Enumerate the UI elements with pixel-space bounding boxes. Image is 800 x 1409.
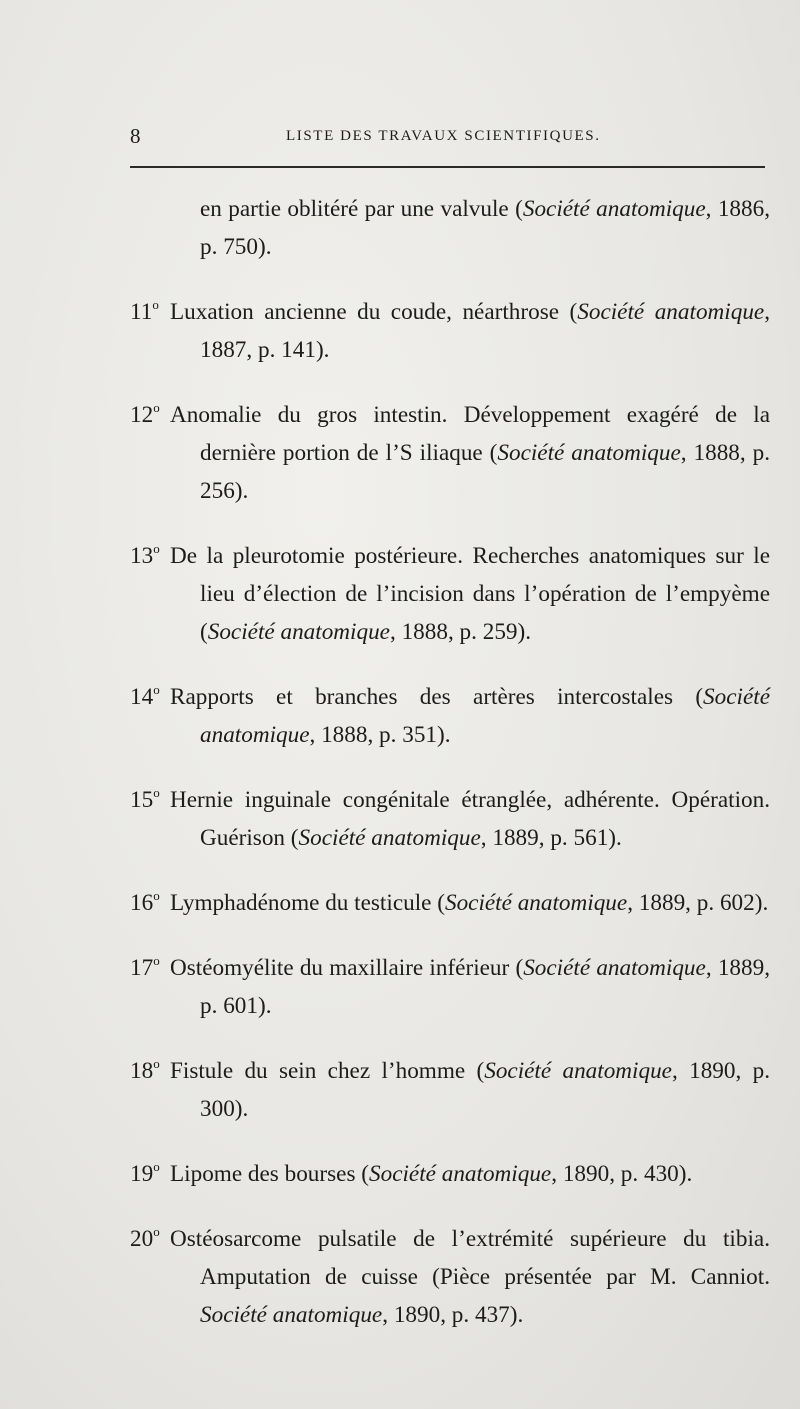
entry-source: Société anatomique — [484, 1058, 672, 1084]
entry-citation: , 1888, p. 256). — [200, 440, 770, 504]
entry-number: 16$^o$ — [130, 888, 160, 916]
entry-citation: , 1887, p. 141). — [200, 299, 770, 363]
entry-citation: , 1890, p. 437). — [382, 1302, 524, 1328]
running-title: LISTE DES TRAVAUX SCIENTIFIQUES. — [286, 128, 601, 144]
entry-18 — [130, 1045, 770, 1128]
entry-source: Société anatomique — [523, 955, 706, 981]
entry-number: 14$^o$ — [130, 682, 160, 710]
entry-list — [130, 190, 770, 1354]
entry-number: 13$^o$ — [130, 541, 160, 569]
entry-continuation — [130, 190, 770, 266]
entry-citation: , 1889, p. 561). — [480, 825, 622, 851]
entry-source: Société anatomique — [200, 684, 770, 748]
entry-citation: , 1889, p. 601). — [200, 955, 770, 1019]
entry-text: Hernie inguinale congénitale étranglée, adhérente. Opération. Guérison ( — [170, 787, 770, 851]
entry-11 — [130, 286, 770, 369]
entry-source: Société anatomique — [577, 299, 765, 325]
entry-text: Lymphadénome du testicule ( — [170, 890, 445, 916]
entry-citation: , 1890, p. 430). — [551, 1161, 693, 1187]
entry-text: Luxation ancienne du coude, néarthrose ( — [170, 299, 578, 325]
entry-text: De la pleurotomie postérieure. Recherches anatomiques sur le lieu d’élection de l’incision dans l’opération de l’empyème ( — [170, 543, 770, 645]
continuation-after: , 1886, p. 750). — [200, 196, 771, 260]
entry-text: Rapports et branches des artères intercostales ( — [170, 684, 704, 710]
continuation-text: en partie oblitéré par une valvule ( — [200, 196, 523, 222]
entry-text: Ostéomyélite du maxillaire inférieur ( — [170, 955, 524, 981]
entry-16 — [130, 877, 770, 922]
entry-20 — [130, 1213, 770, 1334]
entry-13 — [130, 530, 770, 651]
entry-citation: , 1888, p. 259). — [389, 619, 532, 645]
entry-17 — [130, 942, 770, 1025]
entry-14 — [130, 671, 770, 754]
entry-source: Société anatomique — [207, 619, 390, 645]
entry-citation: , 1890, p. 300). — [200, 1058, 770, 1122]
entry-number: 19$^o$ — [130, 1159, 160, 1187]
header-rule — [130, 166, 765, 168]
entry-number: 20$^o$ — [130, 1224, 160, 1252]
entry-text: Lipome des bourses ( — [170, 1161, 369, 1187]
entry-citation: , 1889, p. 602). — [627, 890, 769, 916]
entry-text: Anomalie du gros intestin. Développement exagéré de la dernière portion de l’S iliaque ( — [170, 402, 770, 466]
entry-source: Société anatomique — [369, 1161, 552, 1187]
entry-source: Société anatomique — [497, 440, 681, 466]
continuation-source: Société anatomique — [522, 196, 706, 222]
entry-number: 15$^o$ — [130, 785, 160, 813]
entry-source: Société anatomique — [200, 1302, 383, 1328]
entry-source: Société anatomique — [444, 890, 628, 916]
entry-12 — [130, 389, 770, 510]
entry-number: 12$^o$ — [130, 400, 160, 428]
page-header — [130, 124, 765, 154]
entry-19 — [130, 1148, 770, 1193]
page-number: 8 — [130, 124, 141, 148]
entry-text: Ostéosarcome pulsatile de l’extrémité supérieure du tibia. Amputation de cuisse (Pièce présentée par M. Canniot. — [170, 1226, 770, 1290]
entry-source: Société anatomique — [298, 825, 481, 851]
entry-15 — [130, 774, 770, 857]
entry-number: 18$^o$ — [130, 1056, 160, 1084]
entry-citation: , 1888, p. 351). — [309, 722, 451, 748]
entry-text: Fistule du sein chez l’homme ( — [170, 1058, 485, 1084]
entry-number: 11$^o$ — [130, 297, 159, 325]
entry-number: 17$^o$ — [130, 953, 160, 981]
